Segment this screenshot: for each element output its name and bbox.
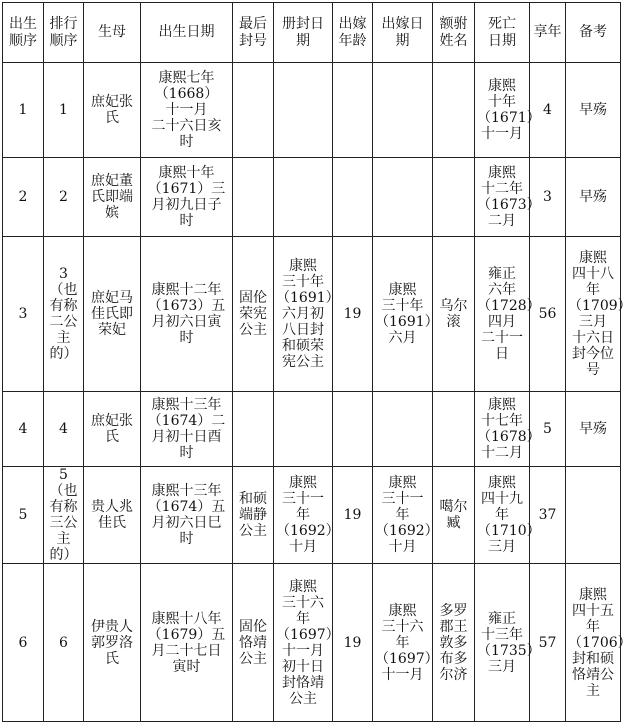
cell-birth-date: 康熙十三年 （1674）五 月初六日巳 时 xyxy=(141,467,233,564)
cell-mother: 庶妃张 氏 xyxy=(84,63,141,158)
header-birth-date: 出生日期 xyxy=(141,3,233,63)
cell-birth-date: 康熙十三年 （1674）二 月初十日酉 时 xyxy=(141,392,233,467)
table-row xyxy=(3,237,621,392)
cell-mother: 伊贵人 郭罗洛 氏 xyxy=(84,564,141,722)
cell-title xyxy=(233,63,274,158)
cell-marriage-age xyxy=(333,392,373,467)
cell-title xyxy=(233,392,274,467)
cell-marriage-date xyxy=(373,392,433,467)
cell-marriage-age: 19 xyxy=(333,564,373,722)
cell-age: 4 xyxy=(530,63,566,158)
table-row xyxy=(3,158,621,237)
cell-mother: 庶妃张 氏 xyxy=(84,392,141,467)
cell-title: 固伦 恪靖 公主 xyxy=(233,564,274,722)
cell-mother: 庶妃马 佳氏即 荣妃 xyxy=(84,237,141,392)
cell-consort xyxy=(433,392,475,467)
cell-consort: 多罗 郡王 敦多 布多 尔济 xyxy=(433,564,475,722)
cell-rank-order: 5（也 有称 三公 主 的） xyxy=(44,467,84,564)
cell-death-date: 康熙 四十九 年 （1710） 三月 xyxy=(475,467,530,564)
cell-birth-order: 4 xyxy=(3,392,44,467)
cell-marriage-date xyxy=(373,63,433,158)
cell-death-date: 雍正 十三年 （1735） 三月 xyxy=(475,564,530,722)
cell-marriage-date: 康熙 三十年 （1691） 六月 xyxy=(373,237,433,392)
header-age: 享年 xyxy=(530,3,566,63)
cell-death-date: 康熙 十二年 （1673） 二月 xyxy=(475,158,530,237)
cell-birth-date: 康熙十二年 （1673）五 月初六日寅 时 xyxy=(141,237,233,392)
cell-marriage-date xyxy=(373,158,433,237)
princesses-table xyxy=(2,2,632,722)
cell-age: 57 xyxy=(530,564,566,722)
header-conferred-date: 册封日 期 xyxy=(274,3,333,63)
cell-rank-order: 6 xyxy=(44,564,84,722)
cell-title: 和硕 端静 公主 xyxy=(233,467,274,564)
cell-birth-order: 1 xyxy=(3,63,44,158)
cell-conferred-date: 康熙 三十六 年 （1697） 十一月 初十日 封恪靖 公主 xyxy=(274,564,333,722)
cell-conferred-date: 康熙 三十一 年 （1692） 十月 xyxy=(274,467,333,564)
cell-birth-order: 6 xyxy=(3,564,44,722)
cell-remarks: 早殇 xyxy=(566,63,621,158)
cell-title xyxy=(233,158,274,237)
cell-remarks xyxy=(566,467,621,564)
cell-age: 56 xyxy=(530,237,566,392)
cell-birth-order: 2 xyxy=(3,158,44,237)
table-row xyxy=(3,63,621,158)
cell-birth-date: 康熙十年 （1671）三 月初九日子 时 xyxy=(141,158,233,237)
cell-consort xyxy=(433,158,475,237)
cell-conferred-date xyxy=(274,63,333,158)
cell-marriage-age xyxy=(333,63,373,158)
header-marriage-age: 出嫁 年龄 xyxy=(333,3,373,63)
cell-birth-date: 康熙十八年 （1679）五 月二十七日 寅时 xyxy=(141,564,233,722)
header-consort: 额驸 姓名 xyxy=(433,3,475,63)
cell-age: 37 xyxy=(530,467,566,564)
cell-remarks: 早殇 xyxy=(566,158,621,237)
header-row xyxy=(3,3,621,63)
cell-rank-order: 1 xyxy=(44,63,84,158)
cell-rank-order: 4 xyxy=(44,392,84,467)
header-remarks: 备考 xyxy=(566,3,621,63)
table-row xyxy=(3,392,621,467)
cell-remarks: 康熙 四十五 年 （1706） 封和硕 恪靖公 主 xyxy=(566,564,621,722)
header-death-date: 死亡 日期 xyxy=(475,3,530,63)
cell-marriage-age: 19 xyxy=(333,467,373,564)
cell-mother: 贵人兆 佳氏 xyxy=(84,467,141,564)
cell-consort xyxy=(433,63,475,158)
cell-marriage-age: 19 xyxy=(333,237,373,392)
header-rank-order: 排行 顺序 xyxy=(44,3,84,63)
cell-title: 固伦 荣宪 公主 xyxy=(233,237,274,392)
cell-remarks: 康熙 四十八 年 （1709） 三月 十六日 封今位 号 xyxy=(566,237,621,392)
cell-mother: 庶妃董 氏即端 嫔 xyxy=(84,158,141,237)
cell-consort: 噶尔 臧 xyxy=(433,467,475,564)
cell-conferred-date: 康熙 三十年 （1691） 六月初 八日封 和硕荣 宪公主 xyxy=(274,237,333,392)
cell-marriage-age xyxy=(333,158,373,237)
cell-conferred-date xyxy=(274,158,333,237)
cell-consort: 乌尔 滚 xyxy=(433,237,475,392)
table-row xyxy=(3,564,621,722)
cell-remarks: 早殇 xyxy=(566,392,621,467)
cell-birth-date: 康熙七年 （1668） 十一月 二十六日亥 时 xyxy=(141,63,233,158)
header-birth-order: 出生 顺序 xyxy=(3,3,44,63)
cell-birth-order: 5 xyxy=(3,467,44,564)
header-marriage-date: 出嫁日 期 xyxy=(373,3,433,63)
cell-rank-order: 2 xyxy=(44,158,84,237)
header-mother: 生母 xyxy=(84,3,141,63)
cell-death-date: 康熙 十年 （1671） 十一月 xyxy=(475,63,530,158)
cell-rank-order: 3（也 有称 二公 主 的） xyxy=(44,237,84,392)
cell-conferred-date xyxy=(274,392,333,467)
cell-death-date: 雍正 六年 （1728） 四月 二十一 日 xyxy=(475,237,530,392)
cell-age: 3 xyxy=(530,158,566,237)
header-title: 最后 封号 xyxy=(233,3,274,63)
cell-birth-order: 3 xyxy=(3,237,44,392)
cell-marriage-date: 康熙 三十六 年 （1697） 十一月 xyxy=(373,564,433,722)
cell-death-date: 康熙 十七年 （1678） 十二月 xyxy=(475,392,530,467)
cell-age: 5 xyxy=(530,392,566,467)
cell-marriage-date: 康熙 三十一 年 （1692） 十月 xyxy=(373,467,433,564)
table-row xyxy=(3,467,621,564)
